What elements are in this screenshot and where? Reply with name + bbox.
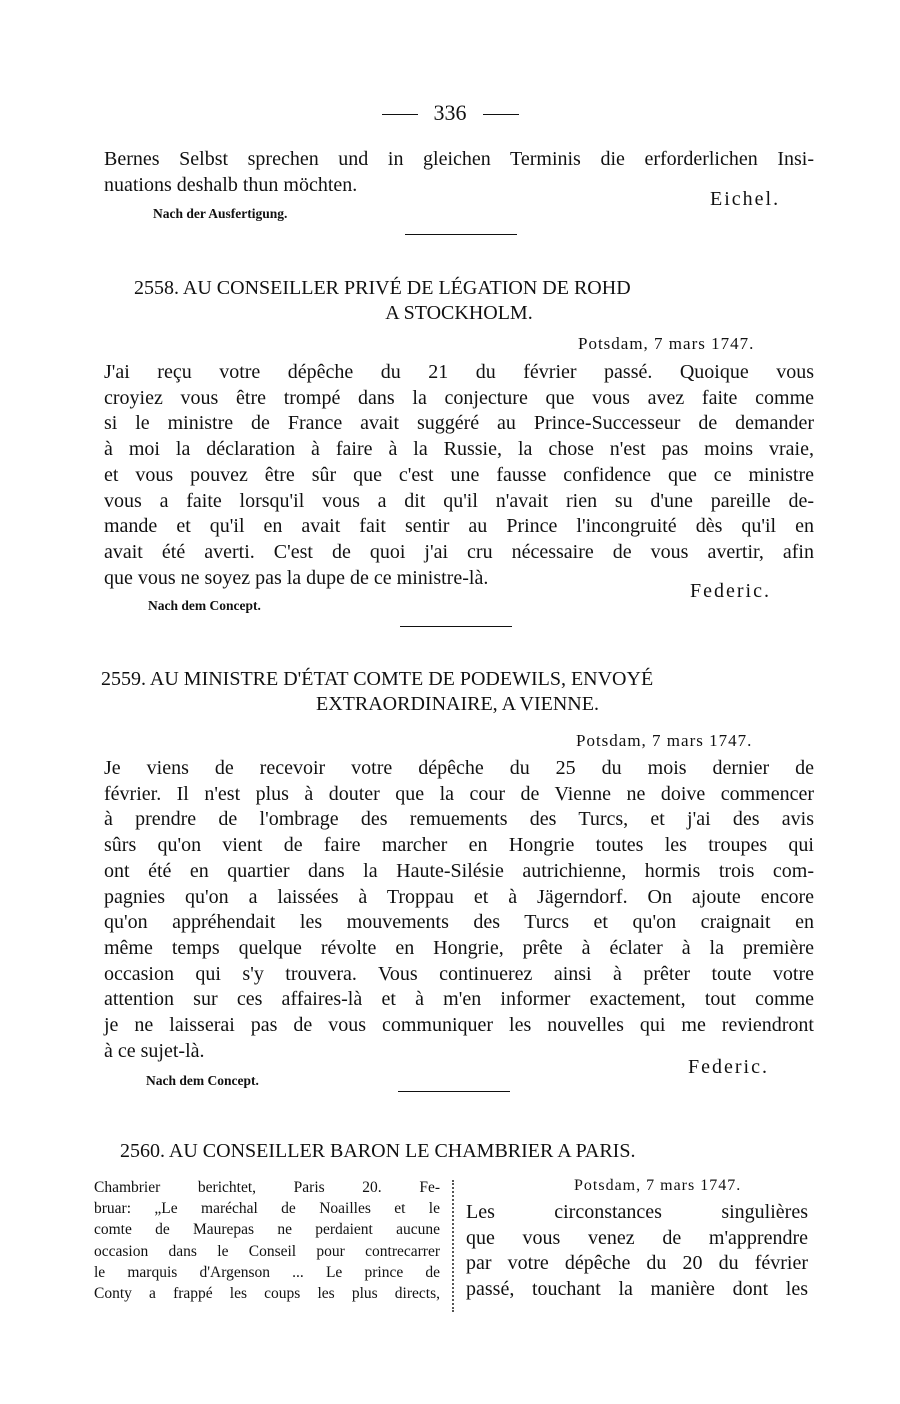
- section-divider: [400, 626, 512, 627]
- signature-federic: Federic.: [690, 580, 771, 602]
- section-divider: [398, 1091, 510, 1092]
- text-line: qu'on appréhendait les mouvements des Turcs et qu'on craignait en: [104, 911, 814, 934]
- summary-line: occasion dans le Conseil pour contrecarrer: [94, 1242, 440, 1260]
- text-line: par votre dépêche du 20 du février: [466, 1252, 808, 1275]
- letter-2560-heading: [120, 1139, 800, 1164]
- text-line: sûrs qu'on vient de faire marcher en Hongrie toutes les troupes qui: [104, 834, 814, 857]
- page-number-dash-left: [382, 114, 418, 115]
- summary-column: [94, 1177, 440, 1304]
- letter-2558-dateline: Potsdam, 7 mars 1747.: [578, 334, 755, 353]
- letter-2559-heading: [101, 667, 814, 717]
- heading-line: 2558. AU CONSEILLER PRIVÉ DE LÉGATION DE ROHD: [134, 277, 631, 299]
- text-line: si le ministre de France avait suggéré au Prince-Successeur de demander: [104, 412, 814, 435]
- section-divider: [405, 234, 517, 235]
- text-line: février. Il n'est plus à douter que la cour de Vienne ne doive commencer: [104, 782, 814, 805]
- text-line: à prendre de l'ombrage des remuements des Turcs, et j'ai des avis: [104, 808, 814, 831]
- text-line: J'ai reçu votre dépêche du 21 du février passé. Quoique vous: [104, 361, 814, 383]
- page-number: 336: [0, 100, 900, 126]
- heading-line: 2560. AU CONSEILLER BARON LE CHAMBRIER A PARIS.: [120, 1140, 636, 1162]
- source-note: Nach der Ausfertigung.: [153, 206, 288, 221]
- heading-line: A STOCKHOLM.: [385, 302, 533, 324]
- text-line: à moi la déclaration à faire à la Russie, la chose n'est pas moins vraie,: [104, 438, 814, 461]
- text-line: Je viens de recevoir votre dépêche du 25 du mois dernier de: [104, 757, 814, 779]
- text-line: pagnies qu'on a laissées à Troppau et à Jägerndorf. On ajoute encore: [104, 885, 814, 908]
- summary-line: comte de Maurepas ne perdaient aucune: [94, 1221, 440, 1239]
- text-line: vous a faite lorsqu'il vous a dit qu'il n'avait rien su d'une pareille de-: [104, 489, 814, 512]
- text-line: à ce sujet-là.: [104, 1039, 205, 1062]
- column-divider: [452, 1180, 454, 1312]
- letter-2560-dateline: Potsdam, 7 mars 1747.: [574, 1177, 742, 1194]
- text-line: nuations deshalb thun möchten.: [104, 173, 358, 196]
- page-number-dash-right: [483, 114, 519, 115]
- text-line: je ne laisserai pas de vous communiquer les nouvelles qui me reviendront: [104, 1014, 814, 1037]
- continuation-paragraph: [104, 147, 814, 198]
- letter-2559-dateline: Potsdam, 7 mars 1747.: [576, 731, 753, 750]
- text-line: Bernes Selbst sprechen und in gleichen Terminis die erforderlichen Insi-: [104, 148, 814, 170]
- text-line: occasion qui s'y trouvera. Vous continuerez ainsi à prêter toute votre: [104, 962, 814, 985]
- source-note: Nach dem Concept.: [148, 598, 261, 613]
- heading-line: 2559. AU MINISTRE D'ÉTAT COMTE DE PODEWILS, ENVOYÉ: [101, 668, 654, 690]
- signature-eichel: Eichel.: [710, 188, 781, 210]
- summary-line: le marquis d'Argenson ... Le prince de: [94, 1263, 440, 1281]
- text-line: que vous venez de m'apprendre: [466, 1226, 808, 1249]
- letter-2560-body: [466, 1200, 808, 1303]
- text-line: Les circonstances singulières: [466, 1201, 808, 1223]
- letter-2558-body: [104, 360, 814, 591]
- letter-2558-heading: [134, 276, 784, 326]
- signature-federic: Federic.: [688, 1056, 769, 1078]
- text-line: croyiez vous être trompé dans la conjecture que vous avez faite comme: [104, 386, 814, 409]
- text-line: et vous pouvez être sûr que c'est une fausse confidence que ce ministre: [104, 463, 814, 486]
- summary-line: bruar: „Le maréchal de Noailles et le: [94, 1200, 440, 1218]
- summary-line: Conty a frappé les coups les plus directs,: [94, 1285, 440, 1303]
- text-line: que vous ne soyez pas la dupe de ce ministre-là.: [104, 566, 489, 589]
- text-line: avait été averti. C'est de quoi j'ai cru nécessaire de vous avertir, afin: [104, 540, 814, 563]
- text-line: même temps quelque révolte en Hongrie, prête à éclater à la première: [104, 936, 814, 959]
- text-line: attention sur ces affaires-là et à m'en informer exactement, tout comme: [104, 988, 814, 1011]
- text-line: mande et qu'il en avait fait sentir au Prince l'incongruité dès qu'il en: [104, 515, 814, 538]
- heading-line: EXTRAORDINAIRE, A VIENNE.: [316, 693, 599, 715]
- text-line: ont été en quartier dans la Haute-Silésie autrichienne, hormis trois com-: [104, 859, 814, 882]
- text-line: passé, touchant la manière dont les: [466, 1278, 808, 1301]
- summary-line: Chambrier berichtet, Paris 20. Fe-: [94, 1179, 440, 1196]
- letter-2559-body: [104, 756, 814, 1064]
- source-note: Nach dem Concept.: [146, 1073, 259, 1088]
